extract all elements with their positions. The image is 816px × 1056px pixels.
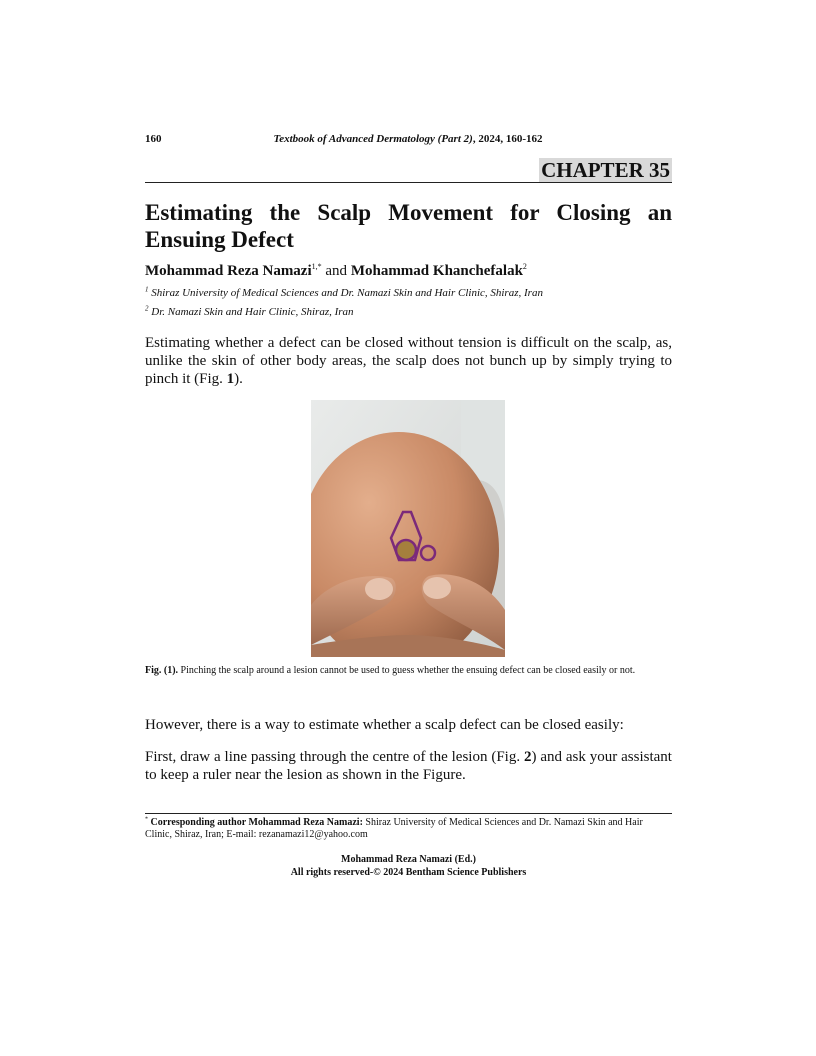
- author-line: [145, 262, 527, 280]
- book-title: Textbook of Advanced Dermatology (Part 2): [273, 133, 473, 145]
- affiliation-1: [145, 287, 543, 299]
- left-fingernail: [365, 578, 393, 600]
- figure-1-caption: [145, 664, 672, 677]
- running-header: [200, 133, 616, 145]
- figure-1-reference: 1: [226, 371, 235, 387]
- page-number: 160: [145, 133, 162, 145]
- para-3-end: ) and ask your assistant to keep a ruler near the lesion as shown in the Figure.: [145, 749, 672, 783]
- para-1-end: ).: [234, 371, 243, 387]
- chapter-divider: [145, 182, 672, 183]
- para-1-text: Estimating whether a defect can be closed without tension is difficult on the scalp, as, unlike the skin of other body areas, the scalp does not bunch up by simply trying to pinch it (Fig.: [145, 335, 672, 387]
- body-paragraph-3: [145, 748, 672, 784]
- chapter-label: CHAPTER 35: [541, 158, 670, 182]
- figure-1-photo: [311, 400, 505, 657]
- scalp-photo-illustration: [311, 400, 505, 657]
- author-connector: and: [321, 263, 351, 279]
- author-2-name: Mohammad Khanchefalak: [350, 263, 523, 279]
- para-3-text: First, draw a line passing through the centre of the lesion (Fig.: [145, 749, 524, 765]
- author-1-name: Mohammad Reza Namazi: [145, 263, 312, 279]
- figure-label: Fig. (1).: [145, 665, 179, 676]
- footnote-marker: *: [145, 816, 148, 823]
- affiliation-2-number: 2: [145, 304, 149, 313]
- affiliation-1-text: Shiraz University of Medical Sciences and Dr. Namazi Skin and Hair Clinic, Shiraz, Iran: [151, 287, 543, 299]
- footnote-label: Corresponding author Mohammad Reza Namazi:: [150, 817, 363, 828]
- lesion: [396, 540, 416, 560]
- footnote-divider: [145, 813, 672, 814]
- right-fingernail: [423, 577, 451, 599]
- author-2-affil-marker: 2: [522, 262, 527, 271]
- affiliation-2: [145, 306, 354, 318]
- author-1-affil-marker: 1,*: [311, 262, 322, 271]
- editor-line: Mohammad Reza Namazi (Ed.): [341, 854, 476, 865]
- figure-2-reference: 2: [523, 749, 532, 765]
- footnote-text: Shiraz University of Medical Sciences and Dr. Namazi Skin and Hair Clinic, Shiraz, Iran; E-mail: rezanamazi12@yahoo.com: [145, 817, 643, 840]
- publisher-info: [145, 853, 672, 879]
- figure-caption-text: Pinching the scalp around a lesion cannot be used to guess whether the ensuing defect can be closed easily or not.: [180, 665, 636, 676]
- rights-line: All rights reserved-© 2024 Bentham Science Publishers: [290, 867, 527, 878]
- affiliation-1-number: 1: [145, 285, 149, 294]
- article-title: Estimating the Scalp Movement for Closing an Ensuing Defect: [145, 200, 672, 252]
- affiliation-2-text: Dr. Namazi Skin and Hair Clinic, Shiraz, Iran: [151, 306, 354, 318]
- footnote: [145, 817, 672, 841]
- body-paragraph-1: [145, 334, 672, 388]
- book-info: , 2024, 160-162: [472, 133, 543, 145]
- body-paragraph-2: However, there is a way to estimate whether a scalp defect can be closed easily:: [145, 717, 624, 733]
